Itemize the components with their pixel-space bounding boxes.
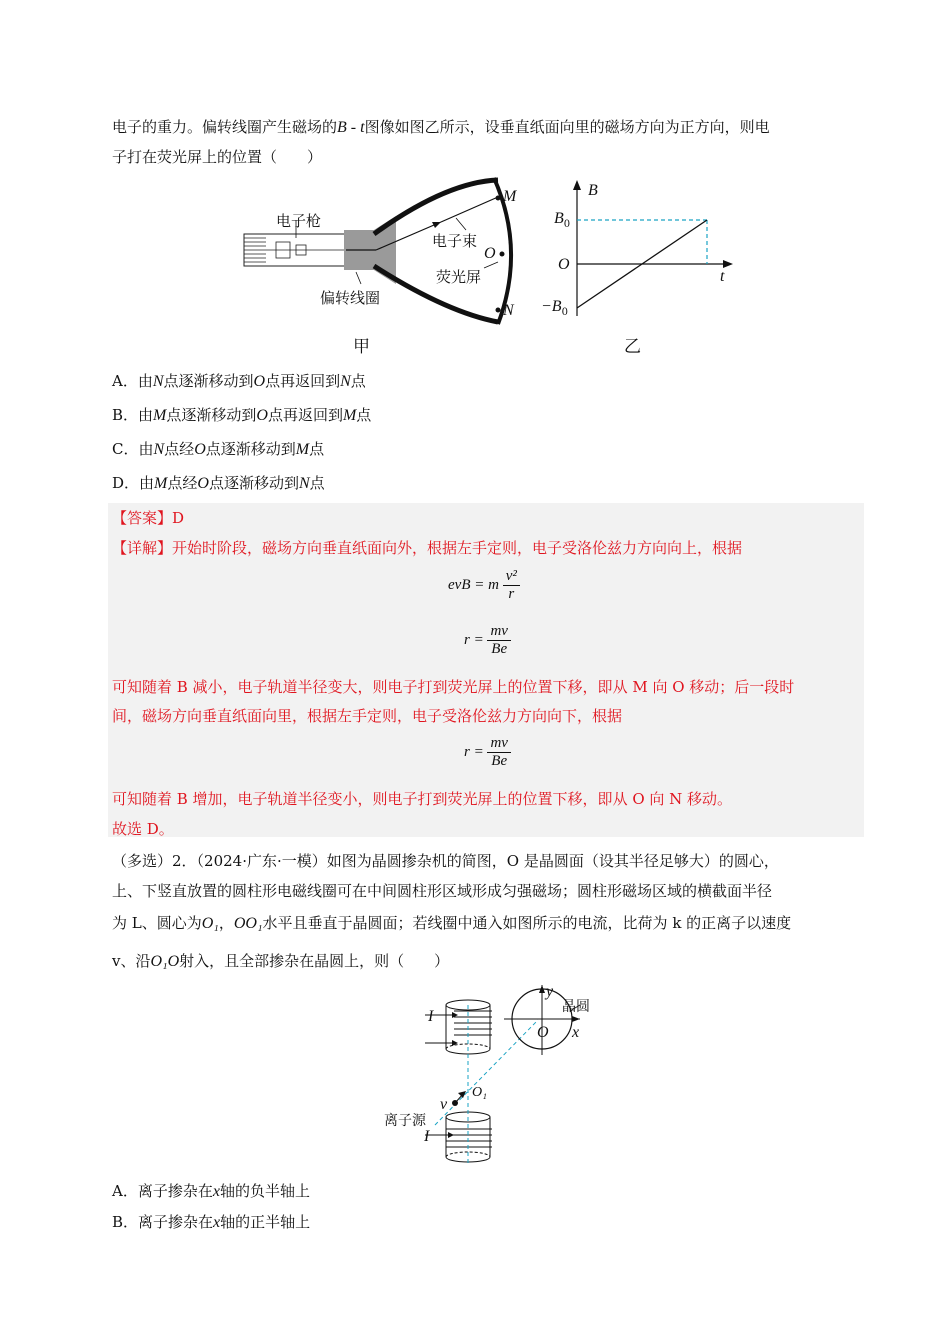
neg-b0-label: $-B_0$ <box>541 298 568 319</box>
formula-2: r = $\frac{mv}{Be}$ <box>464 623 511 658</box>
detail-line2: 可知随着 B 减小，电子轨道半径变大，则电子打到荧光屏上的位置下移，即从 M 向 O 移动；后一段时 <box>112 678 795 696</box>
current-label-bottom: I <box>424 1128 430 1145</box>
label-o: O <box>484 245 496 262</box>
axis-b-label: B <box>588 182 598 199</box>
q2-line4: v、沿O₁O射入，且全部掺杂在晶圆上，则（ ） <box>112 952 450 970</box>
screen-label: 荧光屏 <box>436 268 482 286</box>
velocity-label: v <box>440 1096 448 1113</box>
ion-source-label: 离子源 <box>384 1113 426 1129</box>
q2-option-a[interactable]: A．离子掺杂在x轴的负半轴上 <box>112 1182 310 1200</box>
coil-label: 偏转线圈 <box>320 289 381 307</box>
answer-value: D <box>172 509 185 527</box>
detail-line1: 【详解】开始时阶段，磁场方向垂直纸面向外，根据左手定则，电子受洛伦兹力方向向上，根据 <box>112 539 743 557</box>
formula-3: r = $\frac{mv}{Be}$ <box>464 735 511 770</box>
formula-1: evB = m $\frac{\text{v²}}{r}$ <box>448 568 520 603</box>
gun-label: 电子枪 <box>276 212 322 230</box>
b0-label: $B_0$ <box>554 210 571 231</box>
wafer-label: 晶圆 <box>562 999 590 1015</box>
origin-o-label: O <box>537 1024 549 1041</box>
q1-stem-line1: 电子的重力。偏转线圈产生磁场的B - t图像如图乙所示，设垂直纸面向里的磁场方向为正方向，则电 <box>112 118 770 136</box>
answer-line: 【答案】D <box>112 509 185 527</box>
label-m: M <box>503 188 517 205</box>
q2-line1: （多选）2．（2024·广东·一模）如图为晶圆掺杂机的简图，O 是晶圆面（设其半径足够大）的圆心， <box>112 852 779 870</box>
origin-label: O <box>558 256 570 273</box>
q1-option-b[interactable]: B．由M点逐渐移动到O点再返回到M点 <box>112 406 372 424</box>
label-n: N <box>503 302 514 319</box>
detail-line3: 间，磁场方向垂直纸面向里，根据左手定则，电子受洛伦兹力方向向下，根据 <box>112 707 623 725</box>
stem-var: B - t <box>337 119 365 136</box>
current-label-top: I <box>428 1008 434 1025</box>
point-o-dot <box>500 252 505 257</box>
detail-line5: 故选 D。 <box>112 820 174 838</box>
q1-option-d[interactable]: D．由M点经O点逐渐移动到N点 <box>112 474 325 492</box>
point-n-dot <box>496 308 501 313</box>
q1-option-a[interactable]: A．由N点逐渐移动到O点再返回到N点 <box>112 372 366 390</box>
beam-label: 电子束 <box>432 232 478 250</box>
x-axis-label: x <box>572 1024 580 1041</box>
axis-t-label: t <box>720 268 725 285</box>
figure-bt-graph <box>552 176 742 326</box>
q1-option-c[interactable]: C．由N点经O点逐渐移动到M点 <box>112 440 325 458</box>
q2-line3: 为 L、圆心为O₁，OO₁水平且垂直于晶圆面；若线圈中通入如图所示的电流，比荷为 k 的正离子以速度 <box>112 914 792 932</box>
q1-stem-line2: 子打在荧光屏上的位置（ ） <box>112 148 323 166</box>
o1-label: O₁ <box>472 1085 487 1100</box>
caption-yi: 乙 <box>624 337 641 357</box>
q2-option-b[interactable]: B．离子掺杂在x轴的正半轴上 <box>112 1213 311 1231</box>
point-m-dot <box>496 196 501 201</box>
detail-line4: 可知随着 B 增加，电子轨道半径变小，则电子打到荧光屏上的位置下移，即从 O 向 N 移动。 <box>112 790 733 808</box>
y-axis-label: y <box>546 983 554 1000</box>
q2-line2: 上、下竖直放置的圆柱形电磁线圈可在中间圆柱形区域形成匀强磁场；圆柱形磁场区域的横截面半径 <box>112 882 773 900</box>
caption-jia: 甲 <box>353 337 370 357</box>
